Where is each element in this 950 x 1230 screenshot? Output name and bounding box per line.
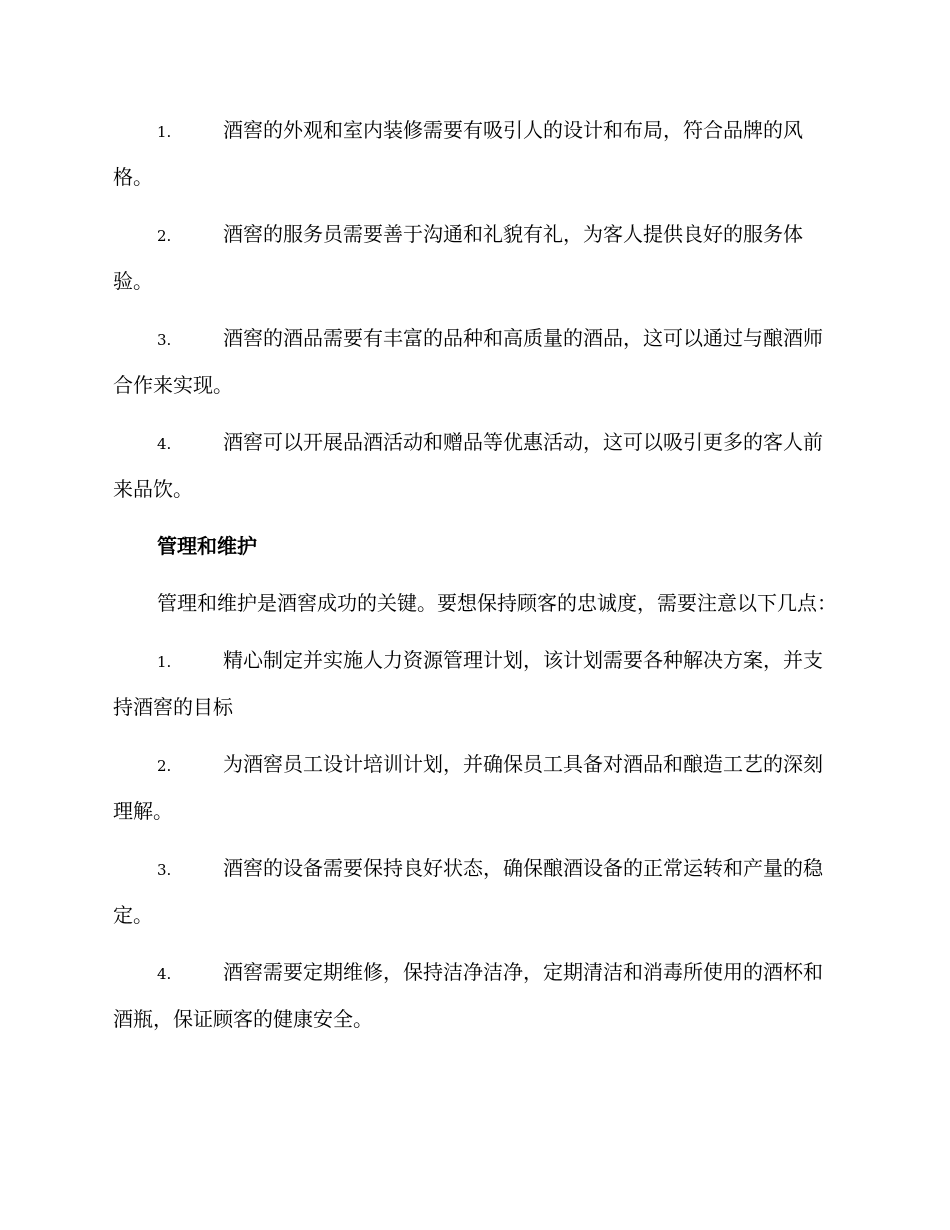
- list-item-text: 酒窖的外观和室内装修需要有吸引人的设计和布局，符合品牌的风格。: [113, 118, 803, 189]
- list-item: [113, 846, 837, 938]
- list-item-text: 酒窖的酒品需要有丰富的品种和高质量的酒品，这可以通过与酿酒师合作来实现。: [113, 326, 823, 397]
- list-item-text: 精心制定并实施人力资源管理计划，该计划需要各种解决方案，并支持酒窖的目标: [113, 648, 823, 719]
- list-number: 1.: [157, 653, 172, 671]
- document-page: [113, 108, 837, 1054]
- list-item-text: 酒窖可以开展品酒活动和赠品等优惠活动，这可以吸引更多的客人前来品饮。: [113, 430, 823, 501]
- section-intro: 管理和维护是酒窖成功的关键。要想保持顾客的忠诚度，需要注意以下几点：: [157, 591, 837, 615]
- list-item: [113, 420, 837, 512]
- list-item-text: 为酒窖员工设计培训计划，并确保员工具备对酒品和酿造工艺的深刻理解。: [113, 752, 823, 823]
- list-number: 2.: [157, 757, 172, 775]
- list-number: 2.: [157, 227, 172, 245]
- list-number: 4.: [157, 965, 172, 983]
- list-number: 4.: [157, 435, 172, 453]
- section-heading: 管理和维护: [157, 534, 257, 558]
- list-item-text: 酒窖的服务员需要善于沟通和礼貌有礼，为客人提供良好的服务体验。: [113, 222, 803, 293]
- list-item: [113, 108, 837, 200]
- list-item-text: 酒窖的设备需要保持良好状态，确保酿酒设备的正常运转和产量的稳定。: [113, 856, 823, 927]
- list-number: 3.: [157, 331, 172, 349]
- list-item: [113, 316, 837, 408]
- list-number: 1.: [157, 123, 172, 141]
- list-item-text: 酒窖需要定期维修，保持洁净洁净，定期清洁和消毒所使用的酒杯和酒瓶，保证顾客的健康安全。: [113, 960, 823, 1031]
- list-item: [113, 638, 837, 730]
- list-item: [113, 742, 837, 834]
- list-item: [113, 950, 837, 1042]
- list-item: [113, 212, 837, 304]
- list-number: 3.: [157, 861, 172, 879]
